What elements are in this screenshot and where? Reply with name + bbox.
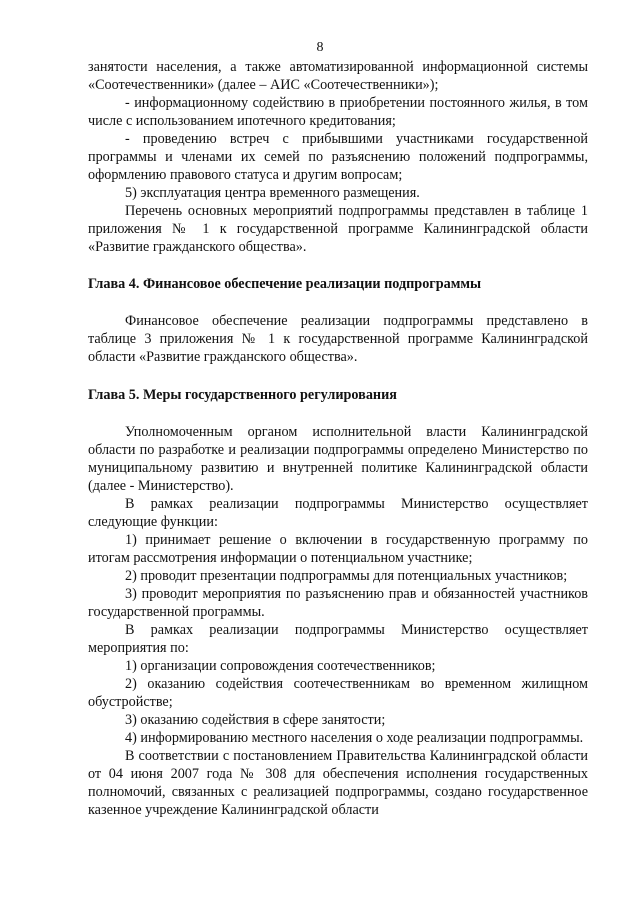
- list-item: 1) принимает решение о включении в государственную программу по итогам рассмотрения информации о потенциальном участнике;: [88, 532, 588, 566]
- paragraph: - проведению встреч с прибывшими участниками государственной программы и членами их семей по разъяснению положений подпрограммы, оформлению правового статуса и другим вопросам;: [88, 131, 588, 183]
- paragraph: 5) эксплуатация центра временного размещения.: [125, 185, 420, 201]
- paragraph: Уполномоченным органом исполнительной власти Калининградской области по разработке и реализации подпрограммы определено Министерство по муниципальному развитию и внутренней политике Калининградской области (далее - Министерство).: [88, 424, 588, 494]
- paragraph: Финансовое обеспечение реализации подпрограммы представлено в таблице 3 приложения № 1 к государственной программе Калининградской области «Развитие гражданского общества».: [88, 313, 588, 365]
- paragraph: В соответствии с постановлением Правительства Калининградской области от 04 июня 2007 года № 308 для обеспечения исполнения государственных полномочий, связанных с реализацией подпрограммы, создано государственное казенное учреждение Калининградской области: [88, 748, 588, 818]
- chapter-5-heading: Глава 5. Меры государственного регулирования: [88, 387, 397, 403]
- list-item: 3) проводит мероприятия по разъяснению прав и обязанностей участников государственной программы.: [88, 586, 588, 620]
- list-item: 3) оказанию содействия в сфере занятости;: [125, 712, 386, 728]
- page-content: [88, 58, 588, 819]
- chapter-4-heading: Глава 4. Финансовое обеспечение реализации подпрограммы: [88, 276, 482, 292]
- paragraph: занятости населения, а также автоматизированной информационной системы «Соотечественники» (далее – АИС «Соотечественники»);: [88, 59, 588, 93]
- list-item: 4) информированию местного населения о ходе реализации подпрограммы.: [125, 730, 584, 746]
- paragraph: Перечень основных мероприятий подпрограммы представлен в таблице 1 приложения № 1 к государственной программе Калининградской области «Развитие гражданского общества».: [88, 203, 588, 255]
- paragraph: В рамках реализации подпрограммы Министерство осуществляет мероприятия по:: [88, 622, 588, 656]
- list-item: 2) проводит презентации подпрограммы для потенциальных участников;: [125, 568, 568, 584]
- paragraph: - информационному содействию в приобретении постоянного жилья, в том числе с использованием ипотечного кредитования;: [88, 95, 588, 129]
- list-item: 2) оказанию содействия соотечественникам во временном жилищном обустройстве;: [88, 676, 588, 710]
- list-item: 1) организации сопровождения соотечественников;: [125, 658, 436, 674]
- paragraph: В рамках реализации подпрограммы Министерство осуществляет следующие функции:: [88, 496, 588, 530]
- page-number: 8: [316, 40, 324, 55]
